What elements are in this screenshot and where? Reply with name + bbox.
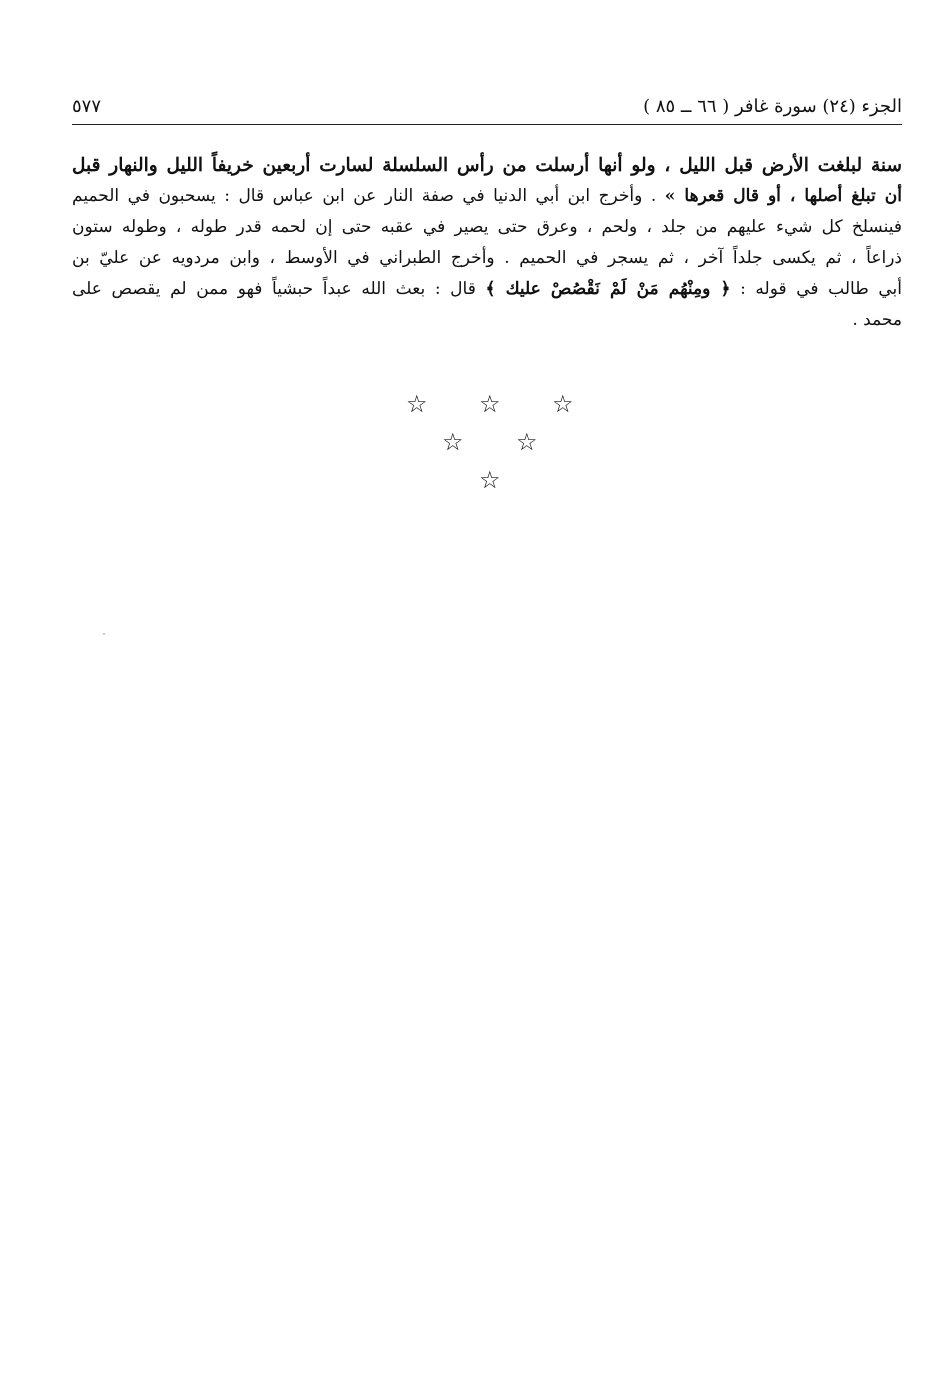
text-line-2 [72,181,902,212]
text-line-5-end: قال : بعث الله عبداً حبشياً فهو ممن لم يقصص على [72,279,486,299]
quran-verse: ﴿ ومِنْهُم مَنْ لَمْ نَقْصُصْ عليك ﴾ [485,279,731,299]
main-text [72,150,902,336]
star-icon: ☆ [516,428,538,456]
star-icon: ☆ [552,390,574,418]
text-line-1: سنة لبلغت الأرض قبل الليل ، ولو أنها أرسلت من رأس السلسلة لسارت أربعين خريفاً الليل والنهار قبل [72,155,902,176]
star-icon: ☆ [479,466,501,494]
quote-end-bold: أن تبلغ أصلها ، أو قال قعرها » [664,186,902,206]
text-line-4: ذراعاً ، ثم يكسى جلداً آخر ، ثم يسجر في الحميم . وأخرج الطبراني في الأوسط ، وابن مردويه عن عليّ بن [72,248,902,268]
star-ornament [380,388,600,508]
paper-speck [103,633,105,635]
text-line-3: فينسلخ كل شيء عليهم من جلد ، ولحم ، وعرق حتى يصير في عقبه حتى إن لحمه قدر طوله ، وطوله ستون [72,217,902,237]
running-title: الجزء (٢٤) سورة غافر ( ٦٦ ــ ٨٥ ) [643,96,902,117]
page-header [72,95,902,123]
star-icon: ☆ [442,428,464,456]
star-icon: ☆ [479,390,501,418]
text-line-6: محمد . [852,310,902,330]
star-icon: ☆ [406,390,428,418]
text-line-5-start: أبي طالب في قوله : [730,279,902,299]
page-number: ٥٧٧ [72,96,102,117]
header-rule [72,124,902,125]
text-line-5 [72,274,902,305]
text-line-2-rest: . وأخرج ابن أبي الدنيا في صفة النار عن ابن عباس قال : يسحبون في الحميم [72,186,665,206]
